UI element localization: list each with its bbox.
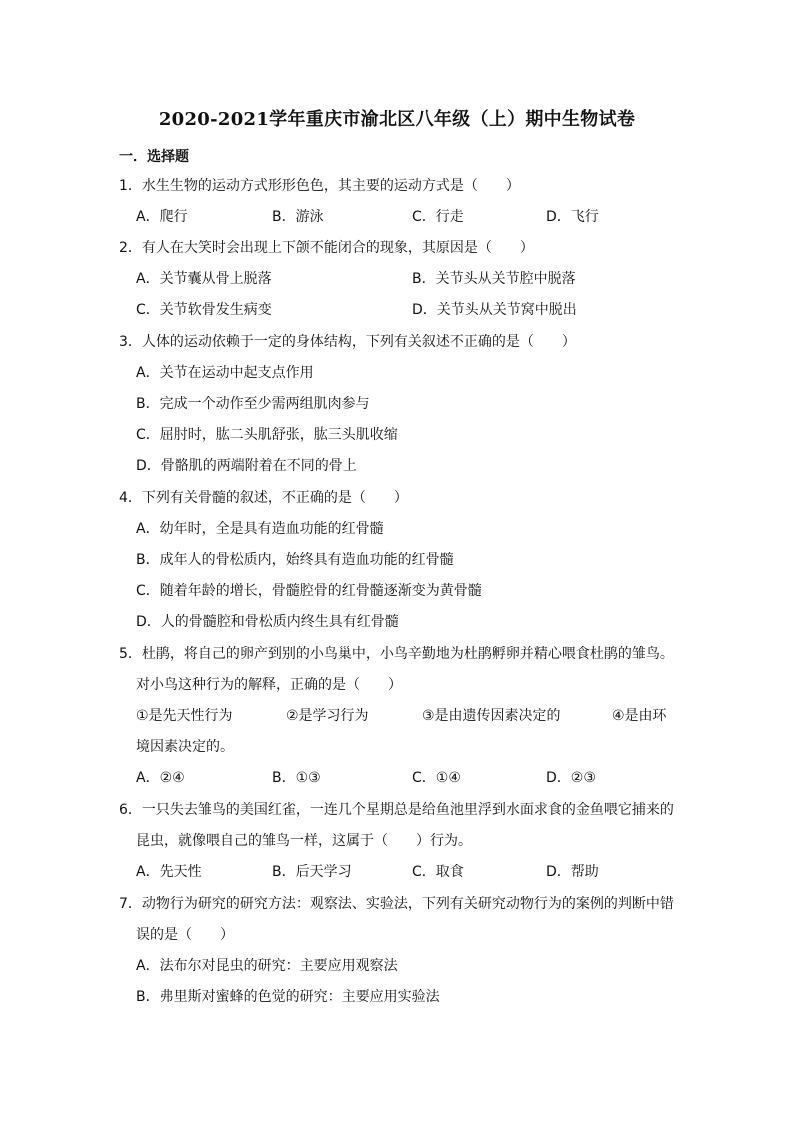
q5-option-c: C．①④ xyxy=(412,770,461,786)
q2-option-a: A．关节囊从骨上脱落 xyxy=(136,271,272,287)
q5-option-b: B．①③ xyxy=(272,770,321,786)
q1-option-d: D．飞行 xyxy=(546,209,599,225)
q4-option-b: B．成年人的骨松质内，始终具有造血功能的红骨髓 xyxy=(136,552,454,568)
q7-option-a: A．法布尔对昆虫的研究：主要应用观察法 xyxy=(136,958,398,974)
q7-option-b: B．弗里斯对蜜蜂的色觉的研究：主要应用实验法 xyxy=(136,989,440,1005)
q6-option-a: A．先天性 xyxy=(136,864,202,880)
q2-option-d: D．关节头从关节窝中脱出 xyxy=(412,302,577,318)
q5-statement-1: ①是先天性行为 xyxy=(136,708,233,724)
section-heading: 一．选择题 xyxy=(119,149,189,165)
question-5-stem-cont: 对小鸟这种行为的解释，正确的是（ ） xyxy=(136,677,402,693)
q1-option-c: C．行走 xyxy=(412,209,464,225)
q6-option-c: C．取食 xyxy=(412,864,464,880)
q4-option-d: D．人的骨髓腔和骨松质内终生具有红骨髓 xyxy=(136,614,399,630)
question-3-stem: 3．人体的运动依赖于一定的身体结构，下列有关叙述不正确的是（ ） xyxy=(119,334,576,350)
question-2-stem: 2．有人在大笑时会出现上下颌不能闭合的现象，其原因是（ ） xyxy=(119,240,534,256)
q3-option-a: A．关节在运动中起支点作用 xyxy=(136,365,314,381)
q3-option-b: B．完成一个动作至少需两组肌肉参与 xyxy=(136,396,370,412)
q4-option-a: A．幼年时，全是具有造血功能的红骨髓 xyxy=(136,521,384,537)
q2-option-c: C．关节软骨发生病变 xyxy=(136,302,272,318)
q3-option-d: D．骨骼肌的两端附着在不同的骨上 xyxy=(136,458,357,474)
q6-option-b: B．后天学习 xyxy=(272,864,352,880)
q5-statement-2: ②是学习行为 xyxy=(286,708,369,724)
q2-option-b: B．关节头从关节腔中脱落 xyxy=(412,271,576,287)
question-7-stem-cont: 误的是（ ） xyxy=(136,927,234,943)
q5-statement-4-cont: 境因素决定的。 xyxy=(136,739,234,755)
q5-statement-3: ③是由遗传因素决定的 xyxy=(422,708,561,724)
question-7-stem: 7．动物行为研究的研究方法：观察法、实验法，下列有关研究动物行为的案例的判断中错 xyxy=(119,896,674,912)
question-5-stem: 5．杜鹃，将自己的卵产到别的小鸟巢中，小鸟辛勤地为杜鹃孵卵并精心喂食杜鹃的雏鸟。 xyxy=(119,646,674,662)
question-4-stem: 4．下列有关骨髓的叙述，不正确的是（ ） xyxy=(119,490,408,506)
q4-option-c: C．随着年龄的增长，骨髓腔骨的红骨髓逐渐变为黄骨髓 xyxy=(136,583,482,599)
q1-option-b: B．游泳 xyxy=(272,209,324,225)
question-6-stem-cont: 昆虫，就像喂自己的雏鸟一样，这属于（ ）行为。 xyxy=(136,833,472,849)
question-6-stem: 6．一只失去雏鸟的美国红雀，一连几个星期总是给鱼池里浮到水面求食的金鱼喂它捕来的 xyxy=(119,802,674,818)
question-1-stem: 1．水生生物的运动方式形形色色，其主要的运动方式是（ ） xyxy=(119,178,520,194)
page-title: 2020-2021学年重庆市渝北区八年级（上）期中生物试卷 xyxy=(158,109,636,130)
q5-statement-4: ④是由环 xyxy=(612,708,667,724)
q1-option-a: A．爬行 xyxy=(136,209,188,225)
q5-option-a: A．②④ xyxy=(136,770,185,786)
q5-option-d: D．②③ xyxy=(546,770,596,786)
q6-option-d: D．帮助 xyxy=(546,864,599,880)
q3-option-c: C．屈肘时，肱二头肌舒张，肱三头肌收缩 xyxy=(136,427,398,443)
